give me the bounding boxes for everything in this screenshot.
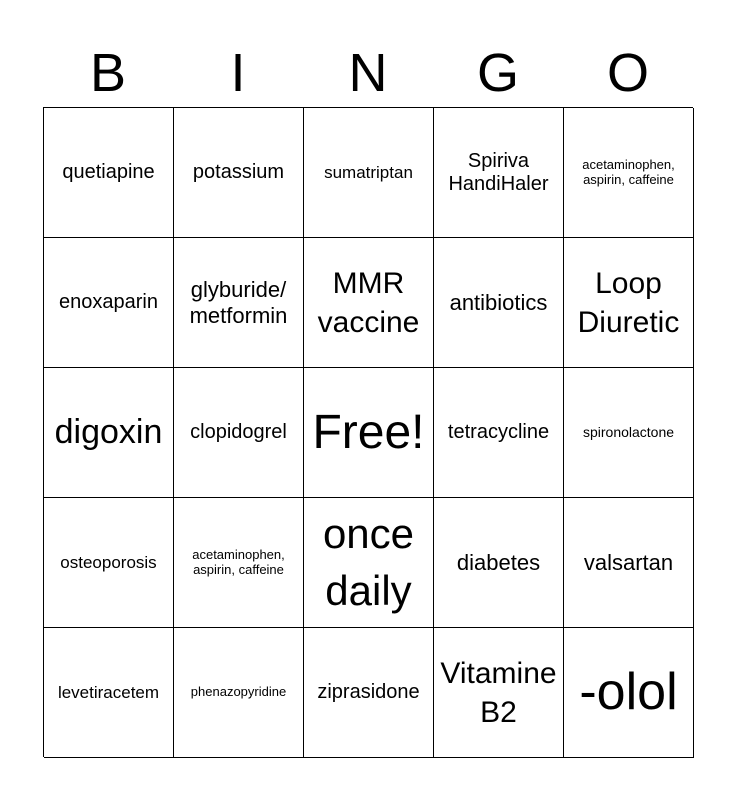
bingo-cell[interactable]	[434, 368, 564, 498]
cell-label: valsartan	[583, 549, 674, 575]
bingo-cell[interactable]	[44, 238, 174, 368]
cell-label: Loop Diuretic	[577, 266, 680, 339]
bingo-cell[interactable]	[44, 368, 174, 498]
cell-label: clopidogrel	[190, 421, 287, 443]
cell-label: Free!	[312, 405, 425, 459]
cell-label: MMR vaccine	[317, 266, 420, 339]
cell-label: levetiracetem	[57, 682, 160, 702]
bingo-cell[interactable]	[174, 238, 304, 368]
bingo-cell[interactable]	[44, 498, 174, 628]
header-letter-o: O	[606, 43, 649, 103]
cell-label: -olol	[579, 662, 678, 721]
bingo-cell[interactable]	[304, 108, 434, 238]
bingo-cell[interactable]	[44, 108, 174, 238]
bingo-cell[interactable]	[44, 628, 174, 758]
bingo-cell[interactable]	[434, 628, 564, 758]
header-letter-b: B	[89, 43, 127, 103]
cell-label: antibiotics	[449, 289, 548, 315]
bingo-cell[interactable]	[304, 498, 434, 628]
cell-label: potassium	[192, 161, 285, 183]
cell-label: tetracycline	[447, 421, 550, 443]
cell-label: quetiapine	[62, 161, 155, 183]
bingo-cell[interactable]	[174, 498, 304, 628]
cell-label: spironolactone	[582, 424, 675, 441]
cell-label: acetaminophen, aspirin, caffeine	[582, 156, 675, 187]
bingo-cell[interactable]	[304, 628, 434, 758]
cell-label: digoxin	[54, 412, 163, 451]
bingo-board	[43, 107, 693, 757]
bingo-cell[interactable]	[564, 368, 694, 498]
bingo-cell[interactable]	[564, 108, 694, 238]
free-space-cell[interactable]	[304, 368, 434, 498]
cell-label: acetaminophen, aspirin, caffeine	[192, 546, 285, 577]
bingo-header	[43, 40, 693, 106]
bingo-cell[interactable]	[564, 498, 694, 628]
header-letter-i: I	[230, 43, 246, 103]
bingo-cell[interactable]	[304, 238, 434, 368]
cell-label: phenazopyridine	[190, 684, 287, 700]
header-letter-g: G	[476, 43, 519, 103]
cell-label: Spiriva HandiHaler	[448, 149, 549, 195]
cell-label: osteoporosis	[60, 552, 157, 572]
cell-label: once daily	[322, 509, 415, 614]
bingo-cell[interactable]	[434, 498, 564, 628]
cell-label: enoxaparin	[59, 291, 158, 313]
bingo-cell[interactable]	[174, 108, 304, 238]
bingo-cell[interactable]	[564, 628, 694, 758]
cell-label: glyburide/ metformin	[189, 277, 288, 328]
bingo-cell[interactable]	[174, 368, 304, 498]
bingo-cell[interactable]	[174, 628, 304, 758]
bingo-cell[interactable]	[434, 238, 564, 368]
cell-label: Vitamine B2	[440, 656, 557, 729]
header-letter-n: N	[348, 43, 388, 103]
cell-label: sumatriptan	[324, 162, 413, 182]
cell-label: ziprasidone	[317, 681, 420, 703]
cell-label: diabetes	[456, 549, 541, 575]
bingo-cell[interactable]	[434, 108, 564, 238]
bingo-cell[interactable]	[564, 238, 694, 368]
